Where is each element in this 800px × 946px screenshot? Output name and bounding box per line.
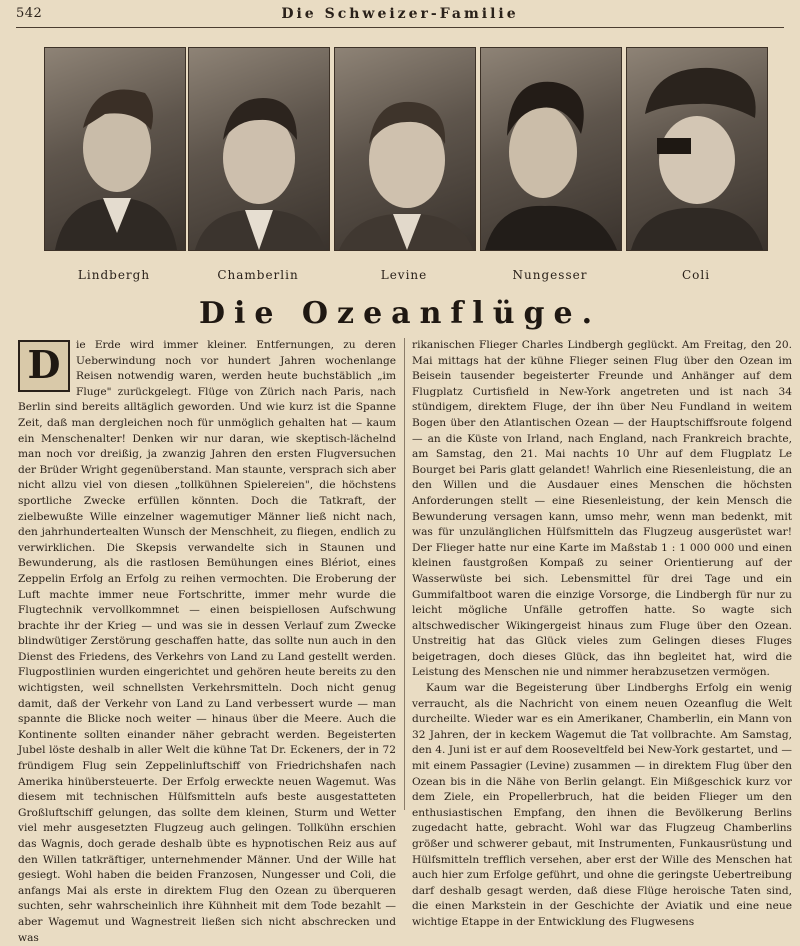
- article-paragraph: rikanischen Flieger Charles Lindbergh geglückt. Am Freitag, den 20. Mai mittags hat der kühne Flieger seinen Flug über den Ozean im Beisein tausender begeisterter Freunde und Anhänger auf dem Flugplatz Curtisfield in New-York angetreten und ist nach 34 stündigem, direktem Fluge, der ihn über Neu Fundland in weitem Bogen über den Atlantischen Ozean — der Hauptschiffsroute folgend — an die Küste von Irland, nach England, nach Frankreich brachte, am Samstag, den 21. Mai nachts 10 Uhr auf dem Flugplatz Le Bourget bei Paris glatt gelandet! Wahrlich eine Riesenleistung, die an den Willen und die Ausdauer eines Menschen die höchsten Anforderungen stellt — eine Riesenleistung, der kein Mensch die Bewunderung versagen kann, umso mehr, wenn man bedenkt, mit was für unzulänglichen Hülfsmitteln das Flugzeug ausgerüstet war! Der Flieger hatte nur eine Karte im Maßstab 1 : 1 000 000 und einen kleinen faustgroßen Kompaß zu seiner Orientierung auf der Wasserwüste bei sich. Lebensmittel für drei Tage und ein Gummifaltboot waren die einzige Vorsorge, die Lindbergh für nur zu leicht mögliche Unfälle getroffen hatte. So wagte sich altschwedischer Wikingergeist hinaus zum Fluge über den Ozean. Unstreitig hat das Glück vieles zum Gelingen dieses Fluges beigetragen, doch dieses Glück, das ihn begleitet hat, wird die Leistung des Menschen nie und nimmer herabzusetzen vermögen.: [412, 339, 792, 679]
- portrait-caption: Lindbergh: [77, 268, 151, 282]
- page-header: [16, 4, 784, 26]
- article-paragraph: Kaum war die Begeisterung über Lindberghs Erfolg ein wenig verraucht, als die Nachricht von einem neuen Ozeanflug die Welt durcheilte. Wieder war es ein Amerikaner, Chamberlin, ein Mann von 32 Jahren, der in keckem Wagemut die Tat vollbrachte. Am Samstag, den 4. Juni ist er auf dem Rooseveltfeld bei New-York gestartet, und — mit einem Passagier (Levine) zusammen — in direktem Flug über den Ozean bis in die Nähe von Berlin gelangt. Ein Mißgeschick kurz vor dem Ziele, ein Propellerbruch, hat die beiden Flieger um den enthusiastischen Empfang, den ihnen die Bevölkerung Berlins zugedacht hatte, gebracht. Wohl war das Flugzeug Chamberlins größer und schwerer gebaut, mit Instrumenten, Funkausrüstung und Hülfsmitteln trefflich versehen, aber erst der Wille des Menschen hat auch hier zum Erfolge geführt, und ohne die geringste Uebertreibung darf deshalb gesagt werden, daß diese Flüge heroische Taten sind, die einen Markstein in der Geschichte der Aviatik und eine neue wichtige Etappe in der Entwicklung des Flugwesens: [412, 682, 792, 928]
- portrait-photo-chamberlin: [188, 47, 330, 251]
- column-divider: [404, 338, 405, 810]
- header-rule: [16, 27, 784, 28]
- page-number: 542: [16, 6, 43, 21]
- portrait-photo-nungesser: [480, 47, 622, 251]
- drop-cap: D: [18, 340, 70, 392]
- article-paragraph: ie Erde wird immer kleiner. Entfernungen, zu deren Ueberwindung noch vor hundert Jahren wochenlange Reisen notwendig waren, werden heute buchstäblich „im Fluge" zurückgelegt. Flüge von Zürich nach Paris, nach Berlin sind bereits alltäglich geworden. Und wie kurz ist die Spanne Zeit, daß man dergleichen noch für unmöglich gehalten hat — kaum ein Menschenalter! Denken wir nur daran, wie skeptisch-lächelnd man noch vor dreißig, ja zwanzig Jahren den ersten Flugversuchen der Brüder Wright gegenüberstand. Man staunte, versprach sich aber nicht allzu viel von diesen „tollkühnen Spielereien", die höchstens sportliche Zwecke erfüllen könnten. Doch die Tatkraft, der zielbewußte Wille einzelner wagemutiger Männer ließ nicht nach, den jahrhundertealten Wunsch der Menschheit, zu fliegen, endlich zu verwirklichen. Die Skepsis verwandelte sich in Staunen und Bewunderung, als die rastlosen Bemühungen eines Blériot, eines Zeppelin Erfolg an Erfolg zu reihen vermochten. Die Eroberung der Luft machte immer neue Fortschritte, immer mehr wurde die Flugtechnik vervollkommnet — einen beispiellosen Aufschwung brachte ihr der Krieg — und was sie in dessen Verlauf zum Zwecke blindwütiger Zerstörung geschaffen hatte, das sollte nun auch in den Dienst des Friedens, des Verkehrs von Land zu Land gestellt werden. Flugpostlinien wurden eingerichtet und gehören heute bereits zu den wichtigsten, weil schnellsten Verkehrsmitteln. Doch nicht genug damit, daß der Verkehr von Land zu Land verbessert wurde — man spannte die Blicke noch weiter — hinaus über die Meere. Auch die Kontinente sollten einander näher gebracht werden. Begeisterten Jubel löste deshalb in aller Welt die kühne Tat Dr. Eckeners, der in 72 fründigem Flug sein Zeppelinluftschiff von Friedrichshafen nach Amerika hinübersteuerte. Der Erfolg erweckte neuen Wagemut. Was diesem mit technischen Hülfsmitteln aufs beste ausgestatteten Großluftschiff gelungen, das sollte dem kleinen, Sturm und Wetter viel mehr ausgesetzten Flugzeug auch gelingen. Tollkühn erschien das Wagnis, doch gerade deshalb übte es hypnotischen Reiz aus auf den Willen tatkräftiger, unternehmender Männer. Und der Wille hat gesiegt. Wohl haben die beiden Franzosen, Nungesser und Coli, die anfangs Mai als erste in direktem Flug den Ozean zu überqueren suchten, sehr wahrscheinlich ihre Kühnheit mit dem Tode bezahlt — aber Wagemut und Wagnestreit ließen sich nicht abschrecken und was: [18, 339, 396, 944]
- portrait-caption: Chamberlin: [217, 268, 299, 282]
- article-headline: Die Ozeanflüge.: [198, 296, 602, 331]
- portrait-caption: Levine: [380, 268, 428, 282]
- article-column-right: [412, 338, 792, 931]
- portrait-photo-levine: [334, 47, 476, 251]
- article-column-left: [18, 338, 396, 946]
- portrait-photo-coli: [626, 47, 768, 251]
- portrait-photo-lindbergh: [44, 47, 186, 251]
- portrait-caption: Coli: [681, 268, 711, 282]
- publication-title: Die Schweizer-Familie: [281, 6, 519, 22]
- portrait-caption: Nungesser: [512, 268, 588, 282]
